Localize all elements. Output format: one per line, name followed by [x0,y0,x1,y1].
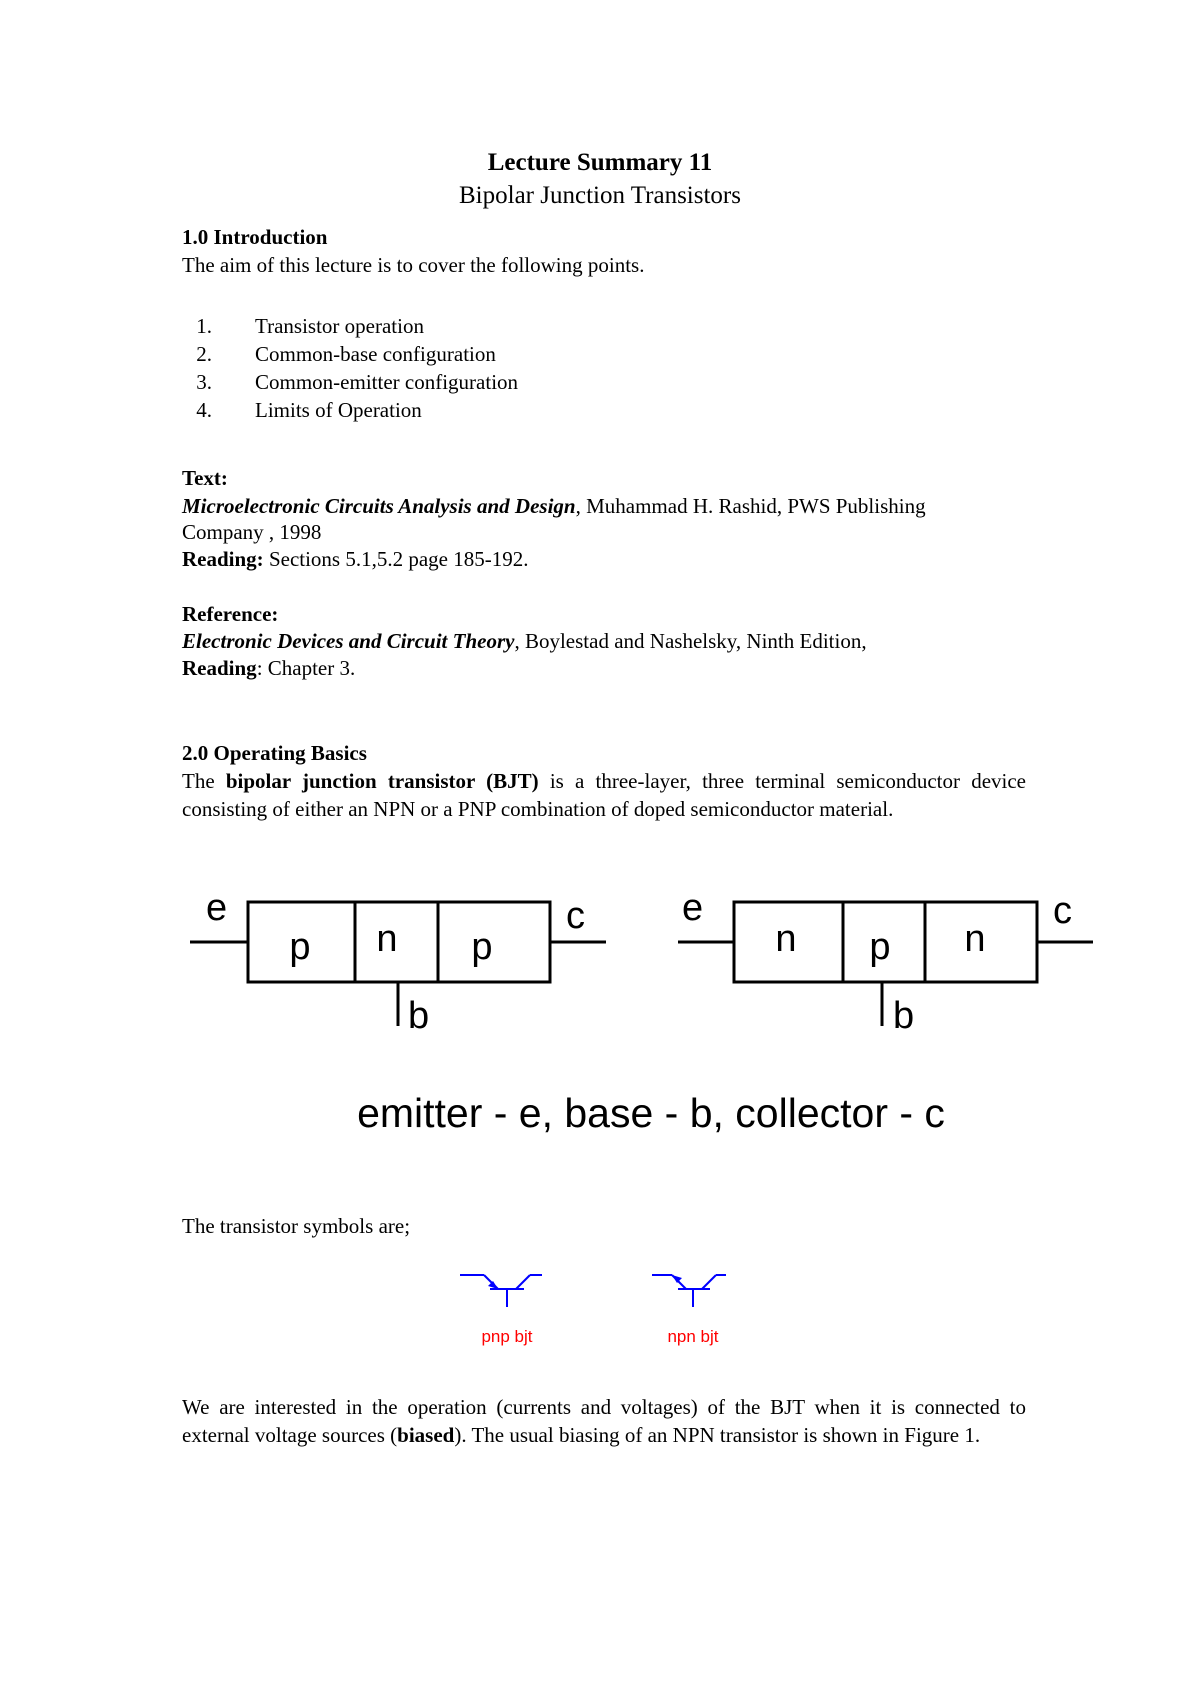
npn-base-label: b [893,995,915,1037]
npn-collector-label: c [1053,890,1072,932]
npn-layer-2: p [869,926,891,968]
reference-book-title: Electronic Devices and Circuit Theory [182,629,515,653]
list-number: 2. [196,342,212,366]
npn-arrow-icon [672,1275,682,1283]
npn-emitter-label: e [682,887,704,929]
page-title: Lecture Summary 11 [487,149,713,176]
list-text: Common-base configuration [255,342,496,366]
terminal-legend: emitter - e, base - b, collector - c [357,1090,945,1136]
list-number: 3. [196,370,212,394]
text-heading: Text: [182,466,228,490]
text-book-title: Microelectronic Circuits Analysis and Design [182,494,576,518]
list-item [182,312,682,340]
list-item [182,396,682,424]
operating-heading: 2.0 Operating Basics [182,741,367,765]
symbols-intro: The transistor symbols are; [182,1214,411,1238]
text-reading-label: Reading: [182,547,264,571]
text-book-line2: Company , 1998 [182,520,322,544]
reference-book-rest: , Boylestad and Nashelsky, Ninth Edition, [514,629,867,653]
pnp-layer-3: p [471,926,493,968]
npn-layer-1: n [775,918,797,960]
text-reading-text: Sections 5.1,5.2 page 185-192. [263,547,529,571]
page-subtitle: Bipolar Junction Transistors [459,182,741,209]
npn-symbol-label: npn bjt [667,1327,719,1346]
text-reading-line [182,545,528,573]
operating-text-post: is a three-layer, three terminal semiconductor device consisting of either an NPN or a PNP combination of doped semiconductor material. [182,769,1026,821]
list-number: 4. [196,398,212,422]
pnp-arrow-icon [488,1281,498,1289]
pnp-emitter-label: e [206,887,228,929]
list-item [182,340,682,368]
text-book-line [182,492,1042,520]
biasing-text-post: ). The usual biasing of an NPN transistor is shown in Figure 1. [454,1423,981,1447]
intro-heading: 1.0 Introduction [182,225,328,249]
npn-layer-3: n [964,918,986,960]
operating-term: bipolar junction transistor (BJT) [225,769,539,793]
transistor-symbols [460,1265,740,1350]
reference-heading: Reference: [182,602,279,626]
reference-reading-label: Reading [182,656,257,680]
list-text: Transistor operation [255,314,424,338]
intro-text: The aim of this lecture is to cover the following points. [182,253,645,277]
intro-points-list [182,312,682,424]
list-text: Common-emitter configuration [255,370,519,394]
text-book-rest: , Muhammad H. Rashid, PWS Publishing [575,494,926,518]
pnp-base-label: b [408,995,430,1037]
list-text: Limits of Operation [255,398,422,422]
pnp-layer-1: p [289,926,311,968]
pnp-symbol-label: pnp bjt [481,1327,533,1346]
npn-transistor-symbol [652,1275,726,1307]
reference-book-line [182,627,1042,655]
bjt-layer-diagram [0,880,1200,1140]
pnp-transistor-symbol [460,1275,542,1307]
reference-reading-text: : Chapter 3. [256,656,356,680]
pnp-layer-2: n [376,918,398,960]
pnp-collector-label: c [566,895,585,937]
reference-reading-line [182,654,355,682]
list-item [182,368,682,396]
biasing-term: biased [397,1423,455,1447]
biasing-text-pre: We are interested in the operation (currents and voltages) of the BJT when it is connected to external voltage sources ( [182,1395,1026,1447]
list-number: 1. [196,314,212,338]
biasing-paragraph [182,1393,1026,1449]
operating-paragraph [182,767,1026,823]
operating-text-pre: The [182,769,226,793]
